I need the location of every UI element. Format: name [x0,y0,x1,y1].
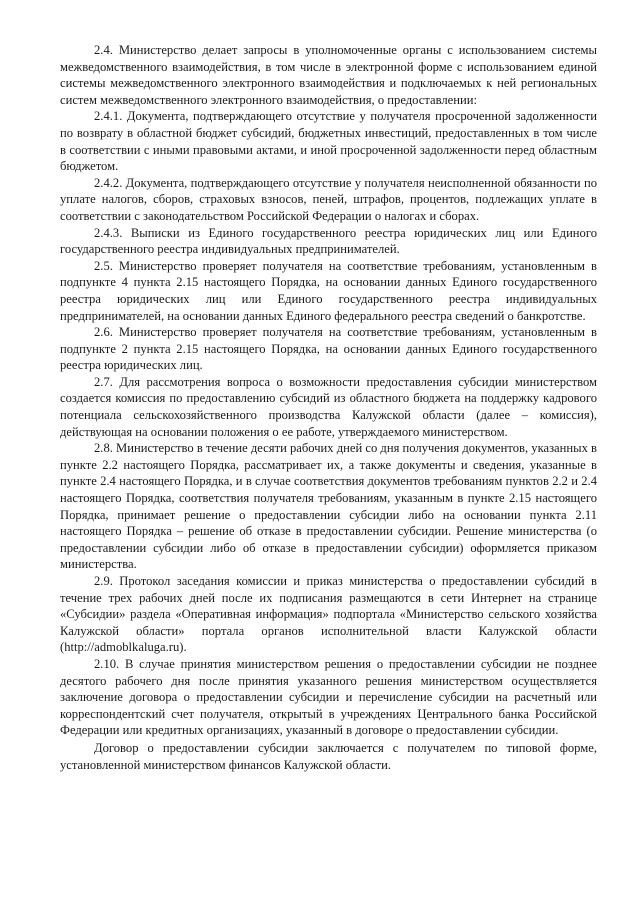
paragraph-2-4-1: 2.4.1. Документа, подтверждающего отсутствие у получателя просроченной задолженности по возврату в областной бюджет субсидий, бюджетных инвестиций, предоставленных в том числе в соответствии с иными правовыми актами, и иной просроченной задолженности перед областным бюджетом. [60,109,597,174]
paragraph-2-8: 2.8. Министерство в течение десяти рабочих дней со дня получения документов, указанных в пункте 2.2 настоящего Порядка, рассматривает их, а также документы и сведения, указанные в пункте 2.4 настоящего Порядка, и в случае соответствия документов требованиям пунктов 2.2 и 2.4 настоящего Порядка, соответствия получателя требованиям, указанным в пункте 2.15 настоящего Порядка, принимает решение о предоставлении субсидии либо на основании пункта 2.11 настоящего Порядка – решение об отказе в предоставлении субсидии. Решение министерства (о предоставлении субсидии либо об отказе в предоставлении субсидии) оформляется приказом министерства. [60,441,597,572]
paragraph-2-6: 2.6. Министерство проверяет получателя на соответствие требованиям, установленным в подпункте 2 пункта 2.15 настоящего Порядка, на основании данных Единого государственного реестра юридических лиц. [60,325,597,373]
paragraph-contract: Договор о предоставлении субсидии заключается с получателем по типовой форме, установленной министерством финансов Калужской области. [60,740,597,772]
paragraph-2-4-2: 2.4.2. Документа, подтверждающего отсутствие у получателя неисполненной обязанности по уплате налогов, сборов, страховых взносов, пеней, штрафов, процентов, подлежащих уплате в соответствии с законодательством Российской Федерации о налогах и сборах. [60,175,597,223]
document-page [60,42,597,773]
paragraph-2-4: 2.4. Министерство делает запросы в уполномоченные органы с использованием системы межведомственного взаимодействия, в том числе в электронной форме с использованием единой системы межведомственного электронного взаимодействия и подключаемых к ней региональных систем межведомственного электронного взаимодействия, о предоставлении: [60,43,597,107]
paragraph-2-4-3: 2.4.3. Выписки из Единого государственного реестра юридических лиц или Единого государственного реестра индивидуальных предпринимателей. [60,225,597,257]
paragraph-2-7: 2.7. Для рассмотрения вопроса о возможности предоставления субсидии министерством создается комиссия по предоставлению субсидий из областного бюджета на поддержку кадрового потенциала сельскохозяйственного производства Калужской области (далее – комиссия), действующая на основании положения о ее работе, утверждаемого министерством. [60,374,597,439]
paragraph-2-10: 2.10. В случае принятия министерством решения о предоставлении субсидии не позднее десятого рабочего дня после принятия указанного решения министерством осуществляется заключение договора о предоставлении субсидии и перечисление субсидии на расчетный или корреспондентский счет получателя, открытый в учреждениях Центрального банка Российской Федерации или кредитных организациях, указанный в договоре о предоставлении субсидии. [60,656,597,738]
paragraph-2-5: 2.5. Министерство проверяет получателя на соответствие требованиям, установленным в подпункте 4 пункта 2.15 настоящего Порядка, на основании данных Единого государственного реестра юридических лиц или Единого государственного реестра индивидуальных предпринимателей, на основании данных Единого федерального реестра сведений о банкротстве. [60,258,597,323]
paragraph-2-9: 2.9. Протокол заседания комиссии и приказ министерства о предоставлении субсидий в течение трех рабочих дней после их подписания размещаются в сети Интернет на странице «Субсидии» раздела «Оперативная информация» подпортала «Министерство сельского хозяйства Калужской области» портала органов исполнительной власти Калужской области (http://admoblkaluga.ru). [60,574,597,655]
